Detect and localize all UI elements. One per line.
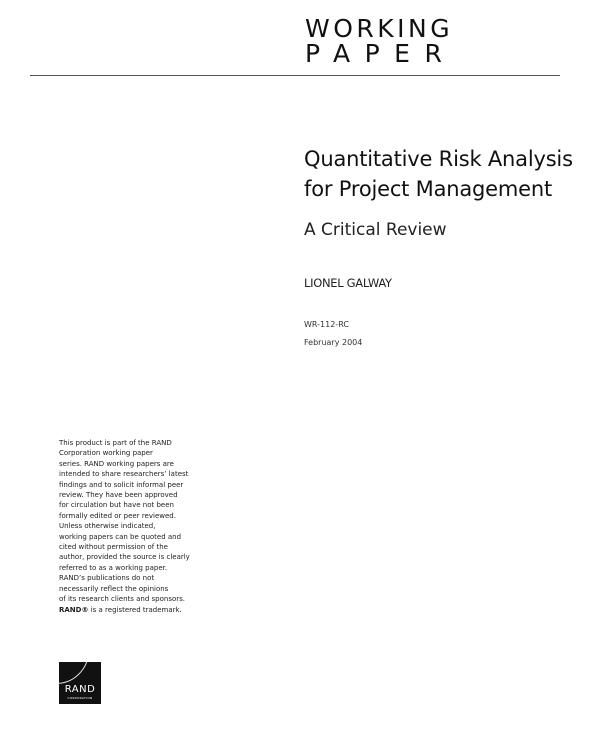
notice-line: for circulation but have not been xyxy=(59,501,174,510)
header-divider xyxy=(30,75,560,76)
title-line-2: for Project Management xyxy=(304,177,553,201)
title-line-1: Quantitative Risk Analysis xyxy=(304,147,573,171)
notice-line: working papers can be quoted and xyxy=(59,532,182,541)
document-title xyxy=(304,144,573,204)
document-id: WR-112-RC xyxy=(304,320,349,329)
publication-date: February 2004 xyxy=(304,338,363,347)
working-paper-heading-line2: PAPER xyxy=(305,39,457,68)
notice-line: necessarily reflect the opinions xyxy=(59,584,169,593)
notice-line: RAND’s publications do not xyxy=(59,574,155,583)
notice-line: Corporation working paper xyxy=(59,449,153,458)
document-subtitle: A Critical Review xyxy=(304,220,447,240)
author-name: LIONEL GALWAY xyxy=(304,276,392,290)
notice-line: formally edited or peer reviewed. xyxy=(59,511,176,520)
notice-line: findings and to solicit informal peer xyxy=(59,480,184,489)
logo-wordmark: RAND xyxy=(64,684,96,695)
trademark-text: is a registered trademark. xyxy=(88,605,182,614)
notice-line: review. They have been approved xyxy=(59,491,178,500)
notice-line: This product is part of the RAND xyxy=(59,439,172,447)
logo-subtitle: CORPORATION xyxy=(67,696,93,700)
rand-logo xyxy=(59,662,101,704)
trademark-line xyxy=(59,605,199,615)
notice-line: series. RAND working papers are xyxy=(59,459,174,468)
notice-line: of its research clients and sponsors. xyxy=(59,595,186,604)
logo-arc-icon xyxy=(59,662,89,684)
notice-line: referred to as a working paper. xyxy=(59,563,168,572)
trademark-name: RAND® xyxy=(59,605,89,614)
working-paper-heading-line1: WORKING xyxy=(305,14,454,43)
working-paper-notice xyxy=(59,438,199,615)
notice-line: intended to share researchers’ latest xyxy=(59,470,189,479)
notice-line: Unless otherwise indicated, xyxy=(59,522,156,531)
notice-line: cited without permission of the xyxy=(59,543,168,552)
notice-line: author, provided the source is clearly xyxy=(59,553,190,562)
